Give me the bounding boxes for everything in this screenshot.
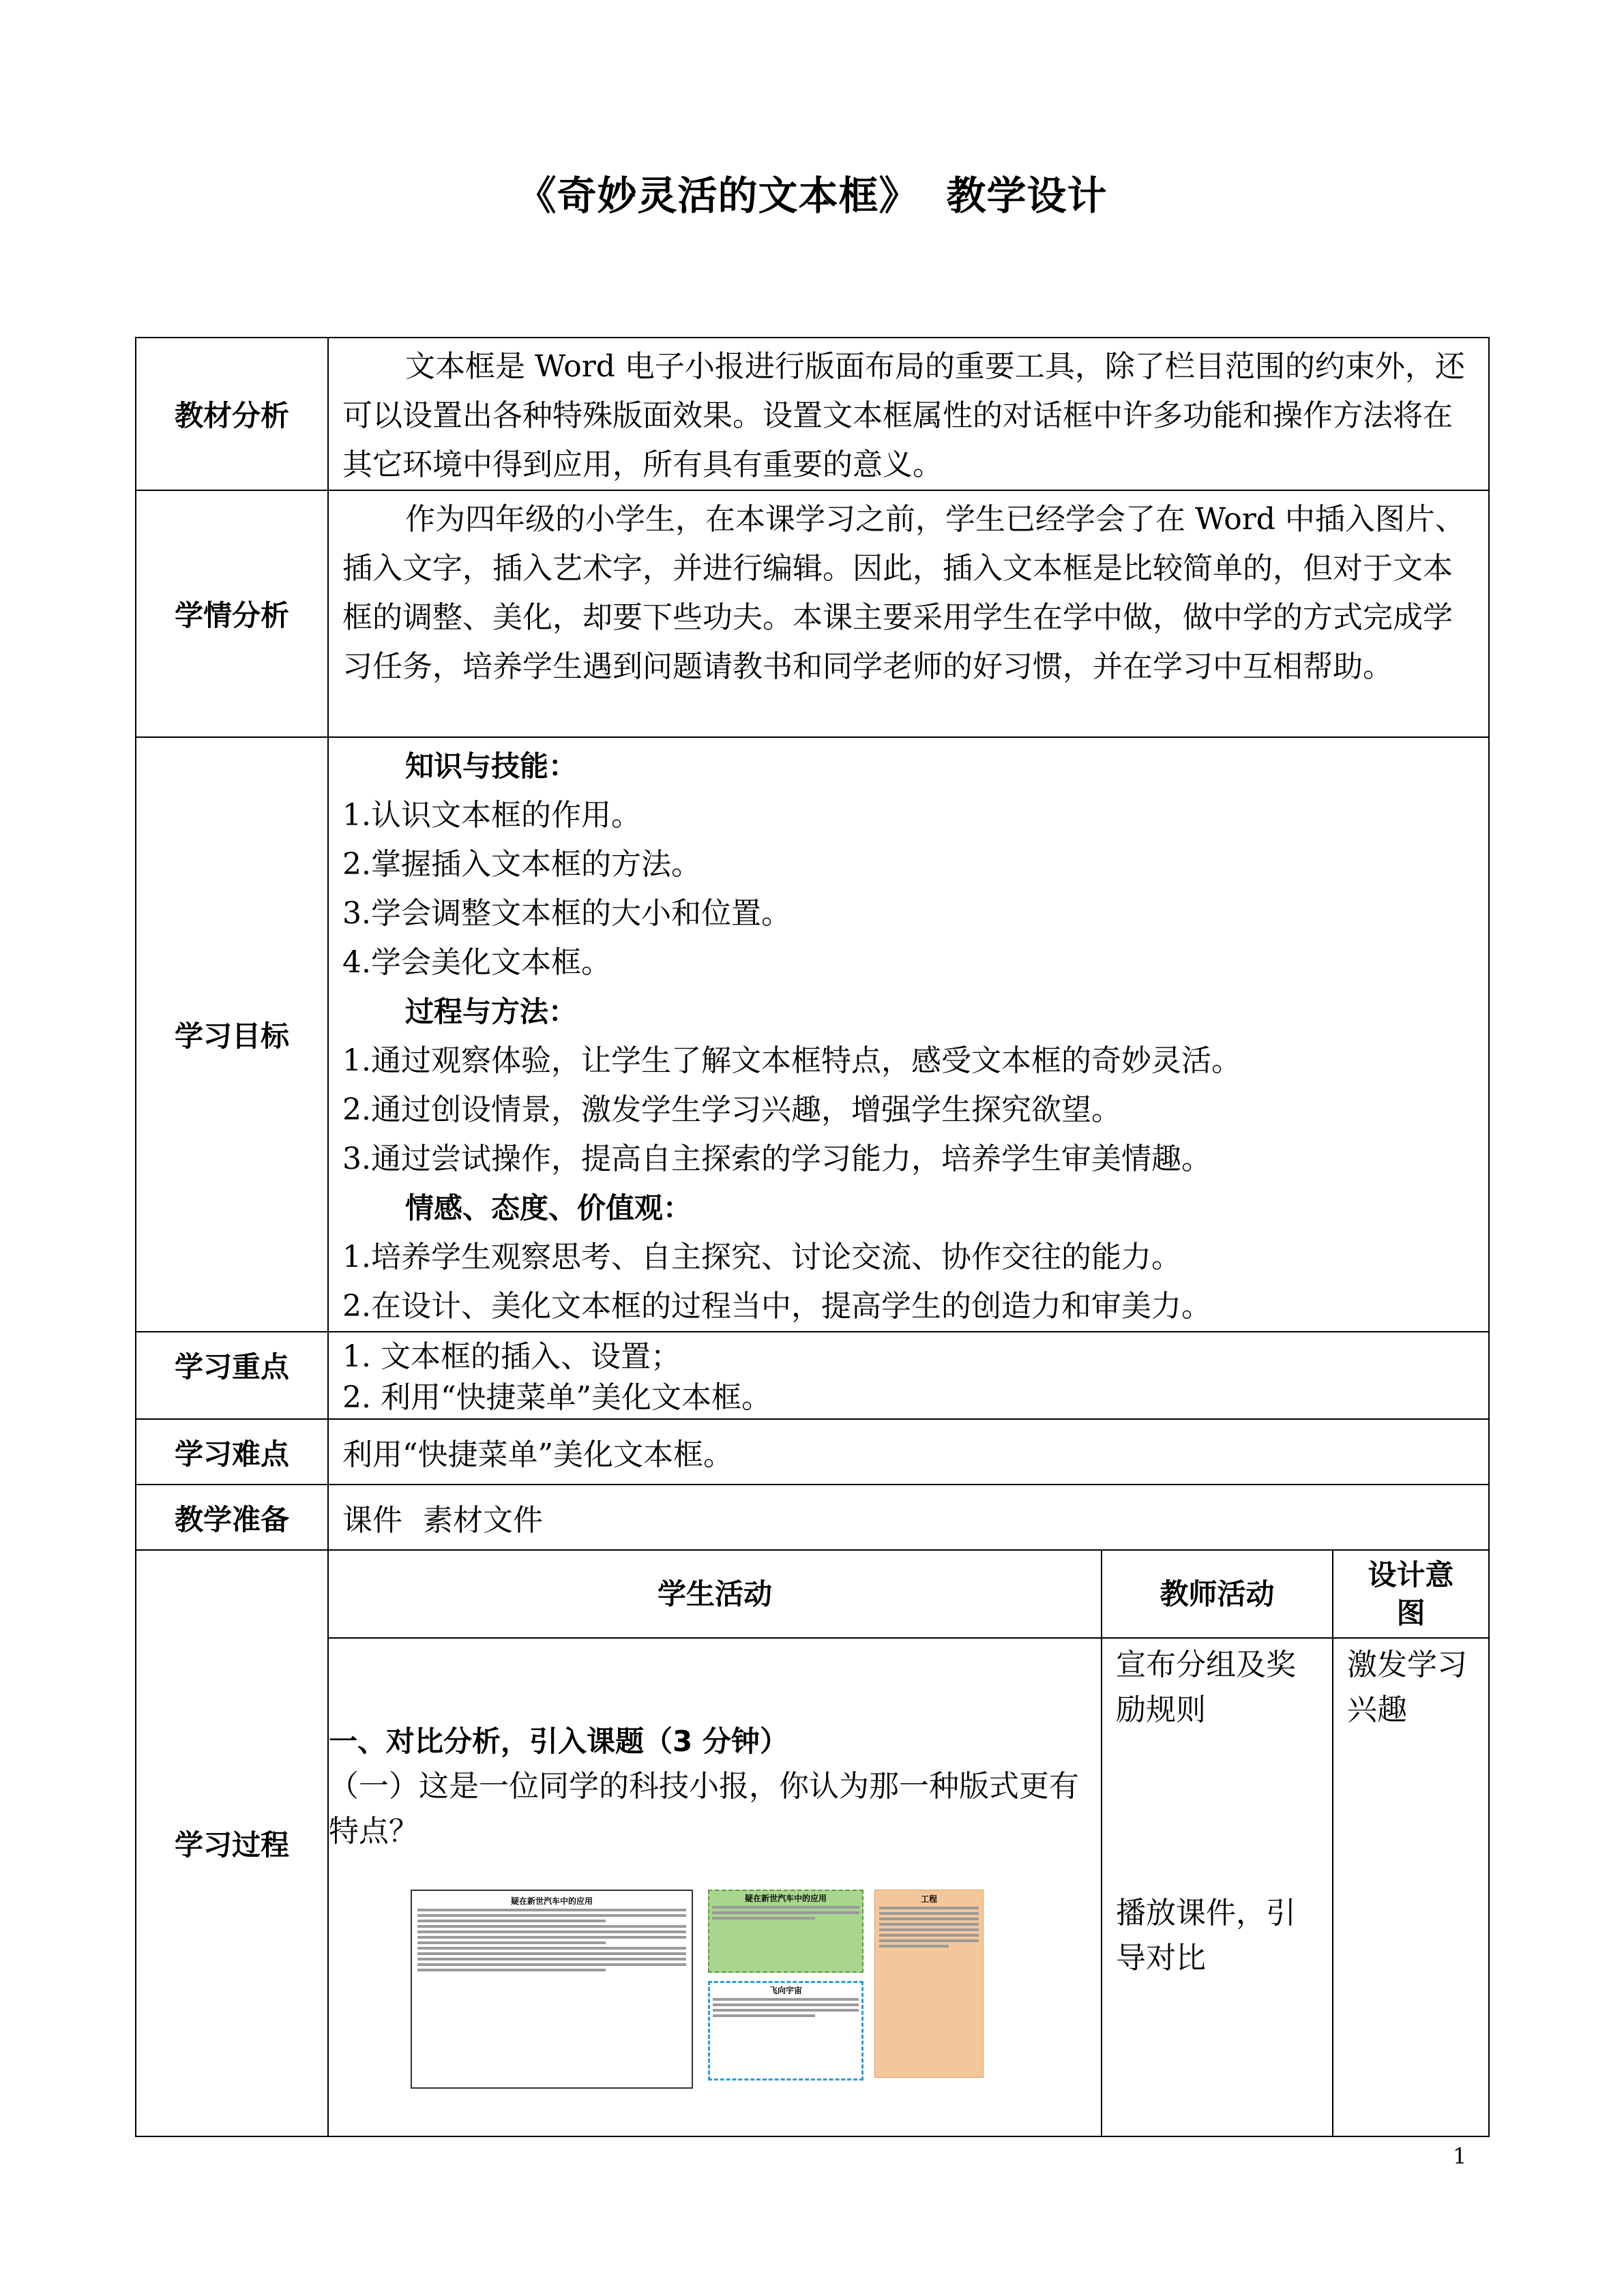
content-preparation: 课件 素材文件 <box>328 1485 1489 1550</box>
goal-item: 2.通过创设情景，激发学生学习兴趣，增强学生探究欲望。 <box>342 1092 1121 1127</box>
process-step-row <box>329 1638 1488 2136</box>
process-header-row <box>329 1551 1488 1638</box>
goal-item: 1.认识文本框的作用。 <box>342 798 641 833</box>
content-difficulty: 利用“快捷菜单”美化文本框。 <box>328 1419 1489 1485</box>
design-intent-cell <box>1333 1638 1488 2136</box>
label-preparation: 教学准备 <box>136 1485 328 1550</box>
row-material-analysis <box>136 338 1489 490</box>
goal-item: 3.通过尝试操作，提高自主探索的学习能力，培养学生审美情趣。 <box>342 1142 1211 1176</box>
emotion-heading: 情感、态度、价值观： <box>405 1191 692 1225</box>
row-difficulty <box>136 1419 1489 1485</box>
label-material-analysis: 教材分析 <box>136 338 328 490</box>
process-heading: 过程与方法： <box>405 995 578 1028</box>
content-learning-goals <box>328 737 1489 1332</box>
teacher-activity-1: 宣布分组及奖励规则 <box>1116 1648 1296 1727</box>
label-learning-goals: 学习目标 <box>136 737 328 1332</box>
content-material-analysis: 文本框是 Word 电子小报进行版面布局的重要工具，除了栏目范围的约束外，还可以设置出各种特殊版面效果。设置文本框属性的对话框中许多功能和操作方法将在其它环境中得到应用，所有具有重要的意义。 <box>328 338 1489 490</box>
goal-item: 2.掌握插入文本框的方法。 <box>342 847 701 882</box>
header-teacher-activity: 教师活动 <box>1102 1551 1333 1638</box>
teacher-activity-2: 播放课件，引导对比 <box>1116 1896 1296 1976</box>
label-difficulty: 学习难点 <box>136 1419 328 1485</box>
lesson-plan-table <box>135 337 1490 2137</box>
label-key-points: 学习重点 <box>136 1332 328 1419</box>
content-key-points: 1. 文本框的插入、设置； 2. 利用“快捷菜单”美化文本框。 <box>328 1332 1489 1419</box>
header-design-intent: 设计意图 <box>1333 1551 1488 1638</box>
row-learner-analysis <box>136 490 1489 737</box>
newspaper-plain-thumbnail: 疑在新世汽车中的应用 <box>411 1890 693 2089</box>
process-cell <box>328 1550 1489 2136</box>
goal-item: 1.培养学生观察思考、自主探究、讨论交流、协作交往的能力。 <box>342 1240 1181 1274</box>
orange-textbox-thumbnail: 工程 <box>874 1890 984 2078</box>
goal-item: 2.在设计、美化文本框的过程当中，提高学生的创造力和审美力。 <box>342 1289 1211 1324</box>
step-text: （一）这是一位同学的科技小报，你认为那一种版式更有特点？ <box>329 1769 1079 1849</box>
document-title: 《奇妙灵活的文本框》 教学设计 <box>516 173 1108 219</box>
teacher-activity-cell <box>1102 1638 1333 2136</box>
process-table <box>329 1551 1488 2136</box>
goal-item: 1.通过观察体验，让学生了解文本框特点，感受文本框的奇妙灵活。 <box>342 1043 1241 1078</box>
label-learning-process: 学习过程 <box>136 1550 328 2136</box>
header-student-activity: 学生活动 <box>329 1551 1102 1638</box>
row-preparation <box>136 1485 1489 1550</box>
row-learning-goals <box>136 737 1489 1332</box>
goal-item: 4.学会美化文本框。 <box>342 945 611 980</box>
step-title: 一、对比分析，引入课题（3 分钟） <box>329 1725 788 1758</box>
goal-item: 3.学会调整文本框的大小和位置。 <box>342 896 791 931</box>
newspaper-thumbnails <box>329 1890 1101 2101</box>
knowledge-heading: 知识与技能： <box>405 749 578 783</box>
row-key-points <box>136 1332 1489 1419</box>
design-intent-text: 激发学习兴趣 <box>1347 1648 1467 1727</box>
row-learning-process <box>136 1550 1489 2136</box>
blue-dashed-textbox: 飞向宇宙 <box>708 1981 863 2081</box>
student-activity-cell <box>329 1638 1102 2136</box>
label-learner-analysis: 学情分析 <box>136 490 328 737</box>
newspaper-textbox-thumbnail <box>708 1890 863 2089</box>
green-textbox: 疑在新世汽车中的应用 <box>708 1890 863 1973</box>
page-number: 1 <box>1453 2143 1467 2169</box>
content-learner-analysis: 作为四年级的小学生，在本课学习之前，学生已经学会了在 Word 中插入图片、插入文字，插入艺术字，并进行编辑。因此，插入文本框是比较简单的，但对于文本框的调整、美化，却要下些功夫。本课主要采用学生在学中做，做中学的方式完成学习任务，培养学生遇到问题请教书和同学老师的好习惯，并在学习中互相帮助。 <box>328 490 1489 737</box>
